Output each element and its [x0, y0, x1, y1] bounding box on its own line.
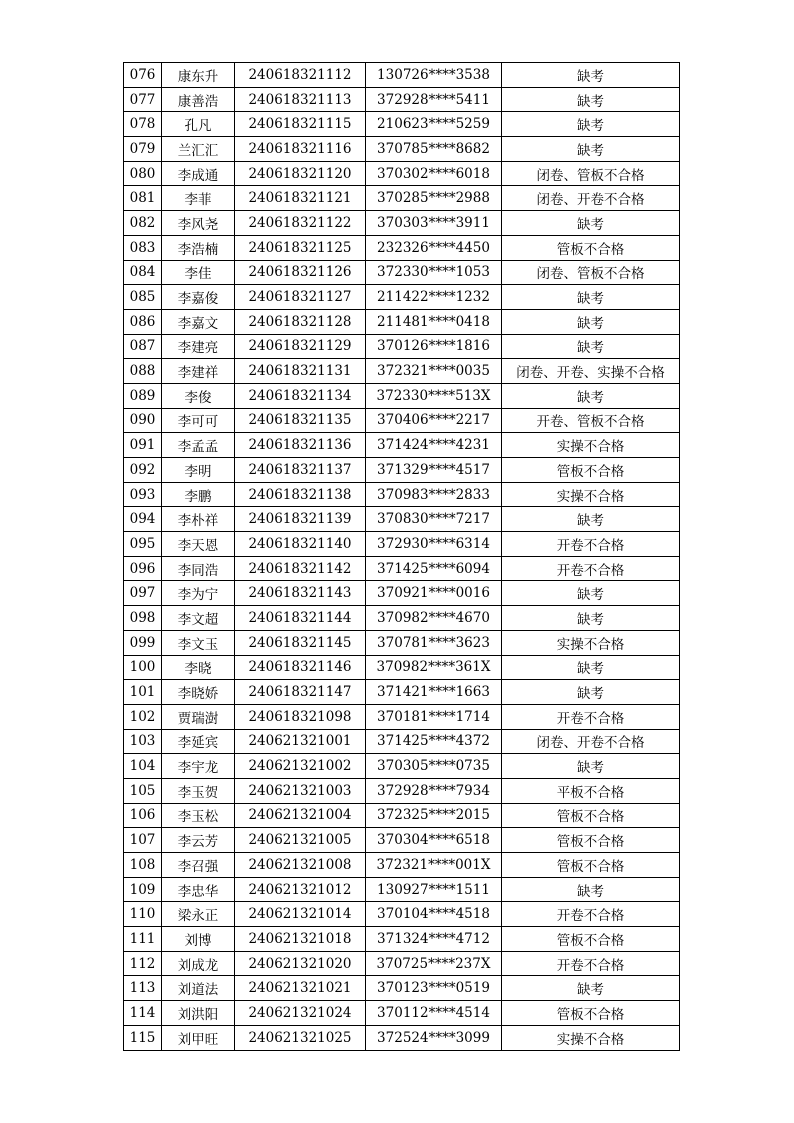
result-status: 缺考 [502, 309, 680, 334]
table-row [124, 853, 680, 878]
candidate-name: 李云芳 [162, 828, 235, 853]
candidate-name: 李晓 [162, 655, 235, 680]
candidate-name: 李风尧 [162, 211, 235, 236]
candidate-name: 李文玉 [162, 630, 235, 655]
table-row [124, 458, 680, 483]
candidate-name: 梁永正 [162, 902, 235, 927]
candidate-name: 李孟孟 [162, 433, 235, 458]
row-number: 100 [124, 655, 162, 680]
table-row [124, 383, 680, 408]
table-row [124, 334, 680, 359]
id-number: 371324****4712 [366, 927, 502, 952]
candidate-name: 孔凡 [162, 112, 235, 137]
id-number: 211481****0418 [366, 309, 502, 334]
row-number: 115 [124, 1025, 162, 1050]
candidate-name: 康善浩 [162, 87, 235, 112]
result-status: 开卷、管板不合格 [502, 408, 680, 433]
row-number: 078 [124, 112, 162, 137]
table-row [124, 803, 680, 828]
candidate-name: 李玉贺 [162, 778, 235, 803]
id-number: 232326****4450 [366, 235, 502, 260]
row-number: 079 [124, 137, 162, 162]
table-row [124, 902, 680, 927]
result-status: 管板不合格 [502, 458, 680, 483]
id-number: 371425****6094 [366, 556, 502, 581]
row-number: 096 [124, 556, 162, 581]
exam-number: 240621321024 [235, 1001, 366, 1026]
table-row [124, 87, 680, 112]
candidate-name: 李建祥 [162, 359, 235, 384]
candidate-name: 李天恩 [162, 532, 235, 557]
result-status: 缺考 [502, 976, 680, 1001]
row-number: 091 [124, 433, 162, 458]
row-number: 103 [124, 729, 162, 754]
exam-number: 240618321144 [235, 606, 366, 631]
row-number: 086 [124, 309, 162, 334]
table-row [124, 63, 680, 88]
id-number: 372524****3099 [366, 1025, 502, 1050]
result-status: 闭卷、开卷不合格 [502, 186, 680, 211]
result-status: 闭卷、开卷、实操不合格 [502, 359, 680, 384]
table-row [124, 606, 680, 631]
result-status: 缺考 [502, 285, 680, 310]
row-number: 076 [124, 63, 162, 88]
row-number: 101 [124, 680, 162, 705]
candidate-name: 李晓娇 [162, 680, 235, 705]
id-number: 370123****0519 [366, 976, 502, 1001]
id-number: 370303****3911 [366, 211, 502, 236]
result-status: 缺考 [502, 507, 680, 532]
table-row [124, 507, 680, 532]
candidate-name: 刘甲旺 [162, 1025, 235, 1050]
table-row [124, 581, 680, 606]
row-number: 110 [124, 902, 162, 927]
table-row [124, 680, 680, 705]
table-row [124, 137, 680, 162]
candidate-name: 李鹏 [162, 482, 235, 507]
exam-number: 240618321115 [235, 112, 366, 137]
result-status: 开卷不合格 [502, 902, 680, 927]
candidate-name: 李明 [162, 458, 235, 483]
table-row [124, 630, 680, 655]
row-number: 094 [124, 507, 162, 532]
exam-number: 240618321140 [235, 532, 366, 557]
result-status: 实操不合格 [502, 630, 680, 655]
table-row [124, 556, 680, 581]
row-number: 104 [124, 754, 162, 779]
exam-number: 240618321129 [235, 334, 366, 359]
exam-number: 240618321113 [235, 87, 366, 112]
result-status: 缺考 [502, 877, 680, 902]
table-row [124, 754, 680, 779]
result-status: 管板不合格 [502, 1001, 680, 1026]
candidate-name: 刘博 [162, 927, 235, 952]
id-number: 372928****5411 [366, 87, 502, 112]
result-status: 缺考 [502, 754, 680, 779]
row-number: 108 [124, 853, 162, 878]
exam-number: 240618321138 [235, 482, 366, 507]
exam-number: 240621321001 [235, 729, 366, 754]
exam-number: 240618321098 [235, 704, 366, 729]
table-row [124, 482, 680, 507]
result-status: 缺考 [502, 87, 680, 112]
id-number: 370983****2833 [366, 482, 502, 507]
row-number: 114 [124, 1001, 162, 1026]
result-status: 缺考 [502, 655, 680, 680]
table-row [124, 951, 680, 976]
id-number: 130927****1511 [366, 877, 502, 902]
exam-number: 240621321021 [235, 976, 366, 1001]
row-number: 088 [124, 359, 162, 384]
id-number: 371425****4372 [366, 729, 502, 754]
result-status: 开卷不合格 [502, 556, 680, 581]
result-status: 缺考 [502, 112, 680, 137]
row-number: 105 [124, 778, 162, 803]
candidate-name: 李嘉俊 [162, 285, 235, 310]
table-row [124, 1025, 680, 1050]
table-row [124, 285, 680, 310]
candidate-name: 李菲 [162, 186, 235, 211]
candidate-name: 刘洪阳 [162, 1001, 235, 1026]
id-number: 370305****0735 [366, 754, 502, 779]
candidate-name: 李浩楠 [162, 235, 235, 260]
id-number: 370921****0016 [366, 581, 502, 606]
id-number: 370982****361X [366, 655, 502, 680]
id-number: 372325****2015 [366, 803, 502, 828]
id-number: 370285****2988 [366, 186, 502, 211]
candidate-name: 李朴祥 [162, 507, 235, 532]
exam-number: 240618321147 [235, 680, 366, 705]
table-row [124, 161, 680, 186]
candidate-name: 李建亮 [162, 334, 235, 359]
id-number: 372330****1053 [366, 260, 502, 285]
exam-number: 240618321112 [235, 63, 366, 88]
exam-number: 240621321008 [235, 853, 366, 878]
candidate-name: 李忠华 [162, 877, 235, 902]
id-number: 370126****1816 [366, 334, 502, 359]
candidate-name: 康东升 [162, 63, 235, 88]
row-number: 099 [124, 630, 162, 655]
exam-number: 240618321120 [235, 161, 366, 186]
exam-number: 240618321142 [235, 556, 366, 581]
table-row [124, 1001, 680, 1026]
id-number: 370830****7217 [366, 507, 502, 532]
result-status: 实操不合格 [502, 482, 680, 507]
result-status: 缺考 [502, 680, 680, 705]
candidate-name: 李文超 [162, 606, 235, 631]
result-status: 缺考 [502, 211, 680, 236]
candidate-name: 刘成龙 [162, 951, 235, 976]
candidate-name: 李宇龙 [162, 754, 235, 779]
result-status: 闭卷、管板不合格 [502, 260, 680, 285]
row-number: 107 [124, 828, 162, 853]
row-number: 083 [124, 235, 162, 260]
row-number: 090 [124, 408, 162, 433]
exam-number: 240618321127 [235, 285, 366, 310]
result-status: 开卷不合格 [502, 532, 680, 557]
exam-number: 240618321146 [235, 655, 366, 680]
id-number: 372330****513X [366, 383, 502, 408]
exam-number: 240621321018 [235, 927, 366, 952]
exam-number: 240621321025 [235, 1025, 366, 1050]
exam-number: 240621321014 [235, 902, 366, 927]
result-status: 管板不合格 [502, 235, 680, 260]
candidate-name: 李嘉文 [162, 309, 235, 334]
table-row [124, 235, 680, 260]
candidate-name: 李玉松 [162, 803, 235, 828]
table-row [124, 976, 680, 1001]
table-row [124, 828, 680, 853]
exam-number: 240618321126 [235, 260, 366, 285]
id-number: 371329****4517 [366, 458, 502, 483]
table-row [124, 655, 680, 680]
exam-number: 240618321145 [235, 630, 366, 655]
exam-number: 240618321137 [235, 458, 366, 483]
id-number: 372928****7934 [366, 778, 502, 803]
row-number: 084 [124, 260, 162, 285]
id-number: 130726****3538 [366, 63, 502, 88]
result-status: 管板不合格 [502, 927, 680, 952]
candidate-name: 李佳 [162, 260, 235, 285]
result-status: 缺考 [502, 581, 680, 606]
results-table [123, 62, 680, 1051]
id-number: 372930****6314 [366, 532, 502, 557]
id-number: 370785****8682 [366, 137, 502, 162]
table-row [124, 186, 680, 211]
id-number: 210623****5259 [366, 112, 502, 137]
id-number: 370181****1714 [366, 704, 502, 729]
table-row [124, 877, 680, 902]
exam-number: 240621321003 [235, 778, 366, 803]
result-status: 缺考 [502, 334, 680, 359]
row-number: 098 [124, 606, 162, 631]
candidate-name: 李同浩 [162, 556, 235, 581]
candidate-name: 刘道法 [162, 976, 235, 1001]
id-number: 371424****4231 [366, 433, 502, 458]
row-number: 113 [124, 976, 162, 1001]
id-number: 370781****3623 [366, 630, 502, 655]
exam-number: 240618321122 [235, 211, 366, 236]
table-row [124, 359, 680, 384]
row-number: 097 [124, 581, 162, 606]
candidate-name: 李可可 [162, 408, 235, 433]
row-number: 102 [124, 704, 162, 729]
table-row [124, 309, 680, 334]
id-number: 370406****2217 [366, 408, 502, 433]
exam-number: 240618321125 [235, 235, 366, 260]
exam-number: 240621321002 [235, 754, 366, 779]
result-status: 缺考 [502, 63, 680, 88]
row-number: 082 [124, 211, 162, 236]
id-number: 370304****6518 [366, 828, 502, 853]
row-number: 093 [124, 482, 162, 507]
row-number: 112 [124, 951, 162, 976]
row-number: 077 [124, 87, 162, 112]
row-number: 095 [124, 532, 162, 557]
exam-number: 240621321012 [235, 877, 366, 902]
result-status: 开卷不合格 [502, 951, 680, 976]
row-number: 087 [124, 334, 162, 359]
exam-number: 240618321143 [235, 581, 366, 606]
row-number: 089 [124, 383, 162, 408]
exam-number: 240618321135 [235, 408, 366, 433]
id-number: 372321****0035 [366, 359, 502, 384]
candidate-name: 李成通 [162, 161, 235, 186]
exam-number: 240618321131 [235, 359, 366, 384]
result-status: 缺考 [502, 137, 680, 162]
exam-number: 240618321116 [235, 137, 366, 162]
row-number: 081 [124, 186, 162, 211]
results-table-body [124, 63, 680, 1051]
candidate-name: 贾瑞澍 [162, 704, 235, 729]
row-number: 109 [124, 877, 162, 902]
id-number: 211422****1232 [366, 285, 502, 310]
result-status: 闭卷、管板不合格 [502, 161, 680, 186]
result-status: 管板不合格 [502, 803, 680, 828]
row-number: 092 [124, 458, 162, 483]
result-status: 缺考 [502, 606, 680, 631]
exam-number: 240621321004 [235, 803, 366, 828]
id-number: 370982****4670 [366, 606, 502, 631]
table-row [124, 778, 680, 803]
candidate-name: 李俊 [162, 383, 235, 408]
table-row [124, 112, 680, 137]
candidate-name: 李召强 [162, 853, 235, 878]
table-row [124, 704, 680, 729]
candidate-name: 兰汇汇 [162, 137, 235, 162]
exam-number: 240618321134 [235, 383, 366, 408]
result-status: 平板不合格 [502, 778, 680, 803]
exam-number: 240621321020 [235, 951, 366, 976]
id-number: 370112****4514 [366, 1001, 502, 1026]
id-number: 372321****001X [366, 853, 502, 878]
exam-number: 240618321136 [235, 433, 366, 458]
id-number: 371421****1663 [366, 680, 502, 705]
table-row [124, 260, 680, 285]
id-number: 370104****4518 [366, 902, 502, 927]
result-status: 缺考 [502, 383, 680, 408]
row-number: 106 [124, 803, 162, 828]
table-row [124, 211, 680, 236]
result-status: 管板不合格 [502, 853, 680, 878]
table-row [124, 532, 680, 557]
result-status: 管板不合格 [502, 828, 680, 853]
table-row [124, 927, 680, 952]
table-row [124, 408, 680, 433]
result-status: 开卷不合格 [502, 704, 680, 729]
result-status: 实操不合格 [502, 1025, 680, 1050]
id-number: 370725****237X [366, 951, 502, 976]
result-status: 实操不合格 [502, 433, 680, 458]
table-row [124, 433, 680, 458]
table-row [124, 729, 680, 754]
exam-number: 240621321005 [235, 828, 366, 853]
candidate-name: 李为宁 [162, 581, 235, 606]
result-status: 闭卷、开卷不合格 [502, 729, 680, 754]
row-number: 080 [124, 161, 162, 186]
exam-number: 240618321139 [235, 507, 366, 532]
id-number: 370302****6018 [366, 161, 502, 186]
exam-number: 240618321128 [235, 309, 366, 334]
row-number: 085 [124, 285, 162, 310]
candidate-name: 李延宾 [162, 729, 235, 754]
exam-number: 240618321121 [235, 186, 366, 211]
row-number: 111 [124, 927, 162, 952]
